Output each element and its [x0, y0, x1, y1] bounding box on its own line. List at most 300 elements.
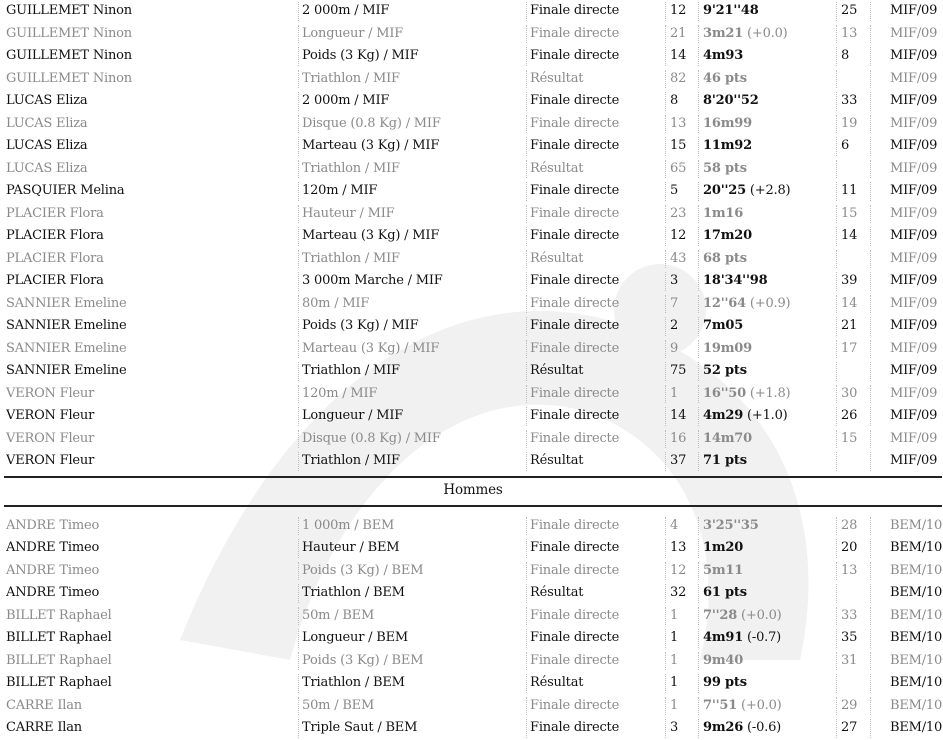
points-value: 29 [841, 697, 858, 713]
column-divider [526, 607, 527, 626]
column-divider [698, 719, 699, 738]
athlete-name: BILLET Raphael [6, 630, 112, 645]
table-row [0, 627, 943, 650]
category-value: BEM/10 [890, 630, 943, 645]
performance-mark: 4m93 [703, 48, 744, 63]
performance [703, 203, 835, 226]
column-divider [298, 137, 299, 156]
column-divider [870, 182, 871, 201]
event-name: Longueur / MIF [302, 408, 404, 423]
section-header-hommes [4, 476, 942, 507]
performance [703, 293, 835, 316]
performance-mark: 1m16 [703, 205, 744, 221]
column-divider [526, 295, 527, 314]
column-divider [870, 160, 871, 179]
rank-value: 37 [670, 453, 687, 468]
performance [703, 90, 835, 113]
points-value [841, 248, 867, 271]
round-name: Finale directe [530, 720, 620, 735]
round-name: Finale directe [530, 93, 620, 108]
column-divider [870, 115, 871, 134]
category-value: MIF/09 [890, 3, 938, 18]
wind-value: (-0.7) [747, 630, 782, 645]
performance-mark: 3'25''35 [703, 517, 759, 533]
table-row [0, 650, 943, 673]
athlete-name: LUCAS Eliza [6, 115, 88, 131]
column-divider [836, 719, 837, 738]
points-value: 26 [841, 408, 858, 423]
event-name: Triathlon / MIF [302, 453, 400, 468]
rank-value: 21 [670, 25, 687, 41]
column-divider [298, 629, 299, 648]
performance [703, 113, 835, 136]
category-value: MIF/09 [890, 318, 938, 333]
points-value [841, 158, 867, 181]
column-divider [836, 517, 837, 536]
category-value: MIF/09 [890, 205, 938, 221]
column-divider [698, 652, 699, 671]
performance [703, 360, 835, 383]
column-divider [698, 385, 699, 404]
table-row [0, 158, 943, 181]
performance-mark: 16''50 [703, 385, 746, 401]
rank-value: 4 [670, 517, 679, 533]
column-divider [298, 385, 299, 404]
column-divider [870, 719, 871, 738]
column-divider [836, 674, 837, 693]
column-divider [526, 227, 527, 246]
performance [703, 650, 835, 673]
performance [703, 582, 835, 605]
column-divider [698, 452, 699, 471]
category-value: MIF/09 [890, 25, 938, 41]
rank-value: 1 [670, 385, 679, 401]
athlete-name: GUILLEMET Ninon [6, 25, 132, 41]
performance [703, 180, 835, 203]
table-row [0, 23, 943, 46]
event-name: 50m / BEM [302, 607, 375, 623]
rank-value: 12 [670, 562, 687, 578]
event-name: Longueur / MIF [302, 25, 404, 41]
points-value: 20 [841, 540, 858, 555]
points-value: 19 [841, 115, 858, 131]
column-divider [698, 562, 699, 581]
column-divider [870, 562, 871, 581]
wind-value: (+0.0) [741, 697, 782, 713]
performance-mark: 7''28 [703, 607, 738, 623]
column-divider [665, 385, 666, 404]
category-value: MIF/09 [890, 273, 938, 288]
column-divider [665, 674, 666, 693]
rank-value: 14 [670, 408, 687, 423]
column-divider [698, 407, 699, 426]
athlete-name: GUILLEMET Ninon [6, 3, 132, 18]
column-divider [526, 317, 527, 336]
points-value: 35 [841, 630, 858, 645]
event-name: Triathlon / MIF [302, 250, 400, 266]
column-divider [870, 272, 871, 291]
column-divider [526, 362, 527, 381]
event-name: 120m / MIF [302, 183, 378, 198]
rank-value: 1 [670, 630, 679, 645]
rank-value: 3 [670, 720, 679, 735]
table-row [0, 248, 943, 271]
performance [703, 515, 835, 538]
round-name: Finale directe [530, 630, 620, 645]
category-value: MIF/09 [890, 340, 938, 356]
column-divider [665, 47, 666, 66]
round-name: Finale directe [530, 3, 620, 18]
table-row [0, 537, 943, 560]
column-divider [298, 272, 299, 291]
round-name: Finale directe [530, 295, 620, 311]
column-divider [870, 70, 871, 89]
rank-value: 1 [670, 652, 679, 668]
event-name: Poids (3 Kg) / MIF [302, 318, 419, 333]
round-name: Résultat [530, 675, 584, 690]
points-value: 13 [841, 25, 858, 41]
performance [703, 45, 835, 68]
round-name: Finale directe [530, 318, 620, 333]
column-divider [836, 160, 837, 179]
performance-mark: 99 pts [703, 675, 747, 690]
column-divider [836, 629, 837, 648]
category-value: MIF/09 [890, 385, 938, 401]
column-divider [298, 295, 299, 314]
points-value [841, 672, 867, 695]
round-name: Finale directe [530, 540, 620, 555]
performance [703, 405, 835, 428]
table-row [0, 428, 943, 451]
event-name: 50m / BEM [302, 697, 375, 713]
event-name: Poids (3 Kg) / BEM [302, 562, 424, 578]
rank-value: 5 [670, 183, 679, 198]
column-divider [665, 250, 666, 269]
performance [703, 23, 835, 46]
column-divider [526, 652, 527, 671]
column-divider [836, 562, 837, 581]
column-divider [698, 340, 699, 359]
points-value: 14 [841, 295, 858, 311]
round-name: Finale directe [530, 228, 620, 243]
column-divider [298, 182, 299, 201]
column-divider [836, 452, 837, 471]
performance [703, 315, 835, 338]
column-divider [665, 362, 666, 381]
performance [703, 135, 835, 158]
column-divider [870, 652, 871, 671]
rank-value: 8 [670, 93, 679, 108]
athlete-name: PLACIER Flora [6, 250, 104, 266]
performance-mark: 52 pts [703, 363, 747, 378]
athlete-name: SANNIER Emeline [6, 340, 127, 356]
column-divider [836, 652, 837, 671]
column-divider [526, 137, 527, 156]
column-divider [698, 25, 699, 44]
athlete-name: VERON Fleur [6, 385, 95, 401]
column-divider [698, 160, 699, 179]
column-divider [870, 607, 871, 626]
category-value: BEM/10 [890, 652, 943, 668]
round-name: Finale directe [530, 205, 620, 221]
points-value: 11 [841, 183, 858, 198]
column-divider [298, 205, 299, 224]
performance-mark: 4m29 [703, 408, 744, 423]
column-divider [870, 517, 871, 536]
category-value: BEM/10 [890, 540, 943, 555]
rank-value: 1 [670, 697, 679, 713]
round-name: Finale directe [530, 273, 620, 288]
round-name: Finale directe [530, 562, 620, 578]
table-row [0, 0, 943, 23]
performance-mark: 5m11 [703, 562, 744, 578]
category-value: BEM/10 [890, 517, 943, 533]
column-divider [665, 92, 666, 111]
column-divider [665, 517, 666, 536]
performance-mark: 61 pts [703, 585, 747, 600]
category-value: BEM/10 [890, 675, 943, 690]
column-divider [298, 250, 299, 269]
column-divider [526, 407, 527, 426]
column-divider [870, 340, 871, 359]
performance [703, 68, 835, 91]
event-name: Triathlon / MIF [302, 70, 400, 86]
wind-value: (+2.8) [749, 183, 791, 198]
column-divider [298, 115, 299, 134]
column-divider [698, 539, 699, 558]
table-row [0, 560, 943, 583]
column-divider [665, 697, 666, 716]
athlete-name: ANDRE Timeo [6, 540, 100, 555]
category-value: MIF/09 [890, 430, 938, 446]
table-row [0, 315, 943, 338]
table-row [0, 203, 943, 226]
event-name: 2 000m / MIF [302, 3, 390, 18]
column-divider [298, 607, 299, 626]
event-name: 2 000m / MIF [302, 93, 390, 108]
column-divider [698, 47, 699, 66]
performance-mark: 20''25 [703, 183, 746, 198]
column-divider [836, 295, 837, 314]
event-name: Triathlon / MIF [302, 160, 400, 176]
column-divider [665, 562, 666, 581]
column-divider [526, 205, 527, 224]
points-value: 8 [841, 48, 850, 63]
column-divider [698, 674, 699, 693]
column-divider [836, 407, 837, 426]
column-divider [698, 584, 699, 603]
column-divider [836, 227, 837, 246]
performance-mark: 8'20''52 [703, 93, 759, 108]
round-name: Résultat [530, 363, 584, 378]
column-divider [870, 697, 871, 716]
column-divider [298, 92, 299, 111]
table-row [0, 180, 943, 203]
performance [703, 270, 835, 293]
athlete-name: BILLET Raphael [6, 607, 112, 623]
round-name: Finale directe [530, 340, 620, 356]
performance-mark: 14m70 [703, 430, 752, 446]
column-divider [665, 227, 666, 246]
performance-mark: 18'34''98 [703, 273, 768, 288]
table-row [0, 672, 943, 695]
column-divider [298, 674, 299, 693]
column-divider [298, 517, 299, 536]
column-divider [526, 562, 527, 581]
event-name: Hauteur / MIF [302, 205, 395, 221]
column-divider [298, 407, 299, 426]
points-value [841, 360, 867, 383]
points-value: 33 [841, 93, 858, 108]
column-divider [836, 115, 837, 134]
column-divider [526, 160, 527, 179]
performance [703, 383, 835, 406]
column-divider [526, 25, 527, 44]
performance-mark: 71 pts [703, 453, 747, 468]
table-row [0, 515, 943, 538]
column-divider [836, 697, 837, 716]
column-divider [526, 430, 527, 449]
rank-value: 32 [670, 585, 687, 600]
column-divider [665, 407, 666, 426]
athlete-name: VERON Fleur [6, 453, 95, 468]
column-divider [870, 539, 871, 558]
column-divider [836, 340, 837, 359]
event-name: 120m / MIF [302, 385, 378, 401]
performance-mark: 17m20 [703, 228, 752, 243]
round-name: Finale directe [530, 652, 620, 668]
round-name: Finale directe [530, 25, 620, 41]
round-name: Résultat [530, 160, 584, 176]
rank-value: 15 [670, 138, 687, 153]
column-divider [298, 539, 299, 558]
rank-value: 43 [670, 250, 687, 266]
column-divider [526, 539, 527, 558]
column-divider [698, 70, 699, 89]
column-divider [836, 317, 837, 336]
performance [703, 695, 835, 718]
round-name: Résultat [530, 250, 584, 266]
athlete-name: LUCAS Eliza [6, 93, 88, 108]
column-divider [298, 25, 299, 44]
points-value: 15 [841, 430, 858, 446]
event-name: Marteau (3 Kg) / MIF [302, 340, 440, 356]
column-divider [698, 362, 699, 381]
table-row [0, 135, 943, 158]
performance-mark: 68 pts [703, 250, 747, 266]
table-row [0, 717, 943, 740]
column-divider [698, 250, 699, 269]
column-divider [870, 430, 871, 449]
table-row [0, 90, 943, 113]
athlete-name: GUILLEMET Ninon [6, 70, 132, 86]
points-value: 25 [841, 3, 858, 18]
wind-value: (+1.0) [747, 408, 788, 423]
event-name: Disque (0.8 Kg) / MIF [302, 430, 441, 446]
performance-mark: 11m92 [703, 138, 752, 153]
event-name: Triathlon / BEM [302, 675, 405, 690]
column-divider [526, 584, 527, 603]
column-divider [665, 137, 666, 156]
round-name: Finale directe [530, 48, 620, 63]
athlete-name: ANDRE Timeo [6, 562, 100, 578]
performance-mark: 7m05 [703, 318, 744, 333]
round-name: Finale directe [530, 408, 620, 423]
column-divider [870, 137, 871, 156]
column-divider [665, 115, 666, 134]
performance-mark: 9'21''48 [703, 3, 759, 18]
round-name: Finale directe [530, 385, 620, 401]
column-divider [665, 70, 666, 89]
column-divider [526, 47, 527, 66]
table-row [0, 338, 943, 361]
rank-value: 13 [670, 540, 687, 555]
column-divider [836, 272, 837, 291]
column-divider [870, 584, 871, 603]
column-divider [665, 25, 666, 44]
points-value: 15 [841, 205, 858, 221]
performance [703, 537, 835, 560]
column-divider [298, 719, 299, 738]
athlete-name: VERON Fleur [6, 408, 95, 423]
column-divider [298, 2, 299, 21]
column-divider [836, 137, 837, 156]
column-divider [665, 2, 666, 21]
performance-mark: 58 pts [703, 160, 747, 176]
column-divider [870, 227, 871, 246]
column-divider [870, 629, 871, 648]
event-name: Marteau (3 Kg) / MIF [302, 228, 440, 243]
category-value: MIF/09 [890, 250, 938, 266]
column-divider [298, 70, 299, 89]
points-value: 30 [841, 385, 858, 401]
column-divider [836, 430, 837, 449]
performance [703, 605, 835, 628]
performance [703, 158, 835, 181]
points-value: 21 [841, 318, 858, 333]
column-divider [665, 584, 666, 603]
column-divider [665, 340, 666, 359]
rank-value: 14 [670, 48, 687, 63]
column-divider [698, 517, 699, 536]
column-divider [526, 674, 527, 693]
wind-value: (+0.0) [741, 607, 782, 623]
table-row [0, 270, 943, 293]
rank-value: 82 [670, 70, 687, 86]
column-divider [526, 250, 527, 269]
athlete-name: ANDRE Timeo [6, 517, 100, 533]
column-divider [298, 362, 299, 381]
column-divider [526, 452, 527, 471]
column-divider [870, 295, 871, 314]
wind-value: (-0.6) [747, 720, 782, 735]
table-row [0, 450, 943, 473]
athlete-name: BILLET Raphael [6, 675, 112, 690]
event-name: Poids (3 Kg) / BEM [302, 652, 424, 668]
table-row [0, 605, 943, 628]
column-divider [836, 539, 837, 558]
performance-mark: 16m99 [703, 115, 752, 131]
performance [703, 0, 835, 23]
column-divider [526, 719, 527, 738]
performance-mark: 3m21 [703, 25, 744, 41]
points-value [841, 68, 867, 91]
category-value: BEM/10 [890, 562, 943, 578]
athlete-name: SANNIER Emeline [6, 363, 127, 378]
performance [703, 428, 835, 451]
column-divider [665, 607, 666, 626]
column-divider [526, 70, 527, 89]
